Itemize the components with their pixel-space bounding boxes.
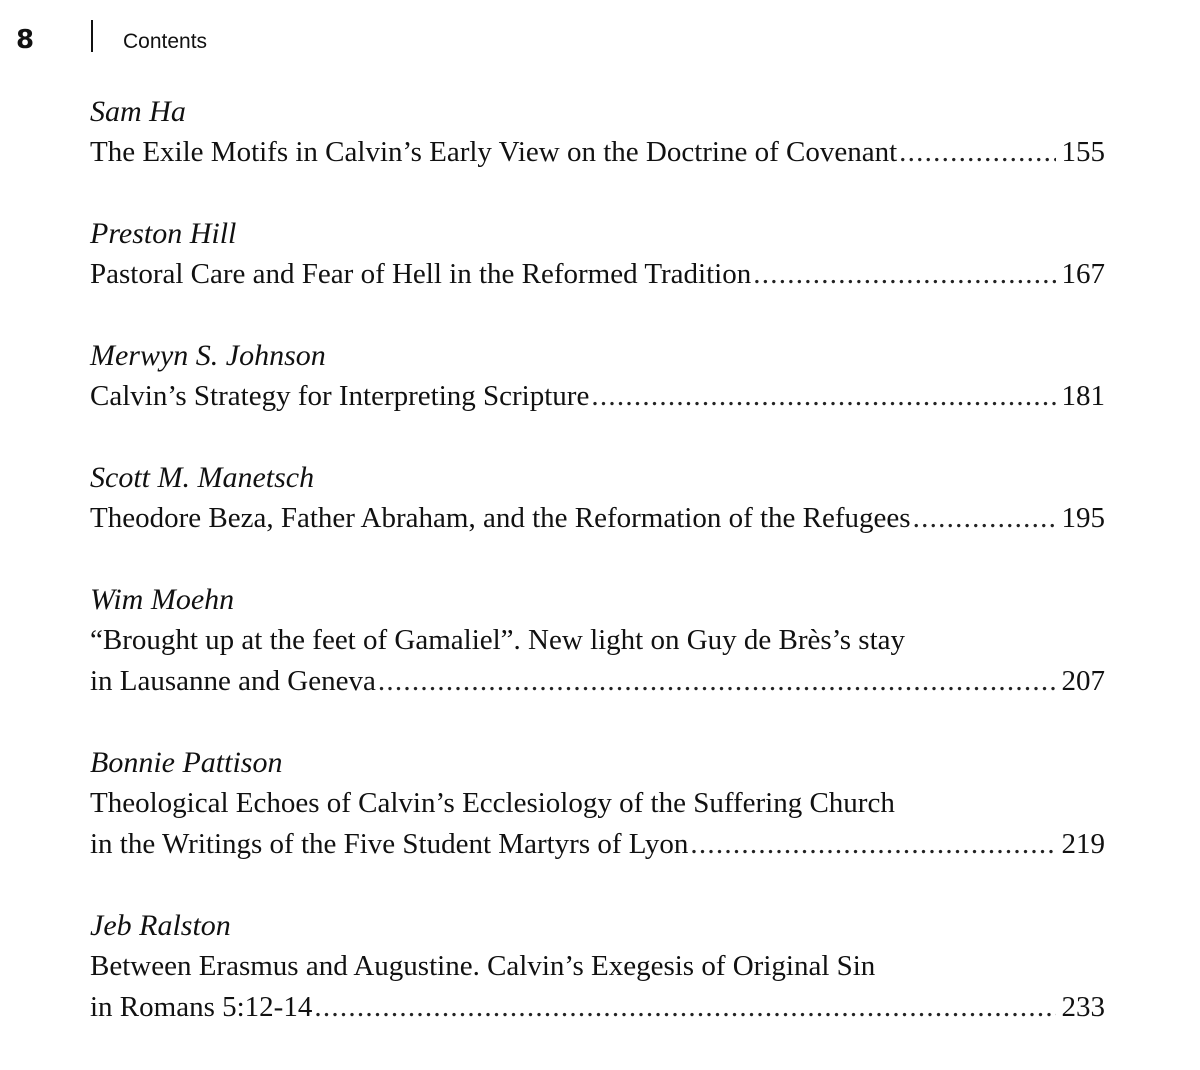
header-divider: [91, 20, 93, 52]
entry-author: Merwyn S. Johnson: [90, 339, 326, 372]
page-number: 8: [16, 25, 35, 55]
entry-title-line: [90, 255, 1105, 296]
dot-leader: [753, 255, 1055, 293]
table-of-contents: [90, 93, 1105, 1070]
dot-leader: [913, 499, 1056, 537]
running-head: Contents: [123, 30, 208, 53]
entry-title-line: [90, 377, 1105, 418]
entry-title: “Brought up at the feet of Gamaliel”. New light on Guy de Brès’s stay: [90, 624, 906, 656]
entry-author: Jeb Ralston: [90, 909, 231, 942]
entry-title: Calvin’s Strategy for Interpreting Scripture: [90, 380, 590, 412]
toc-entry: [90, 337, 1105, 459]
entry-title: Pastoral Care and Fear of Hell in the Reformed Tradition: [90, 258, 752, 290]
entry-title-continued: in the Writings of the Five Student Martyrs of Lyon: [90, 828, 689, 860]
entry-author: Sam Ha: [90, 95, 186, 128]
entry-title-line: [90, 499, 1105, 540]
entry-title-line: [90, 133, 1105, 174]
entry-page-number: 181: [1061, 380, 1105, 412]
toc-entry: [90, 459, 1105, 581]
entry-title-continued: in Romans 5:12-14: [90, 991, 313, 1023]
entry-page-number: 219: [1061, 828, 1105, 860]
dot-leader: [899, 133, 1055, 171]
dot-leader: [378, 662, 1056, 700]
entry-title-continued: in Lausanne and Geneva: [90, 665, 376, 697]
entry-title: Theological Echoes of Calvin’s Ecclesiology of the Suffering Church: [90, 787, 895, 819]
entry-author: Bonnie Pattison: [90, 746, 283, 779]
page-header: [0, 0, 1200, 80]
entry-page-number: 155: [1061, 136, 1105, 168]
dot-leader: [690, 825, 1055, 863]
toc-entry: [90, 93, 1105, 215]
entry-author: Preston Hill: [90, 217, 237, 250]
toc-entry: [90, 215, 1105, 337]
entry-title: Between Erasmus and Augustine. Calvin’s Exegesis of Original Sin: [90, 950, 876, 982]
entry-author: Scott M. Manetsch: [90, 461, 315, 494]
entry-title: The Exile Motifs in Calvin’s Early View on the Doctrine of Covenant: [90, 136, 898, 168]
dot-leader: [314, 988, 1055, 1026]
entry-page-number: 207: [1061, 665, 1105, 697]
entry-page-number: 195: [1061, 502, 1105, 534]
toc-entry: [90, 744, 1105, 907]
entry-page-number: 167: [1061, 258, 1105, 290]
dot-leader: [591, 377, 1055, 415]
entry-author: Wim Moehn: [90, 583, 235, 616]
entry-page-number: 233: [1061, 991, 1105, 1023]
entry-title-line: [90, 662, 1105, 703]
entry-title-line: [90, 825, 1105, 866]
toc-entry: [90, 581, 1105, 744]
toc-entry: [90, 907, 1105, 1070]
entry-title-line: [90, 988, 1105, 1029]
entry-title: Theodore Beza, Father Abraham, and the Reformation of the Refugees: [90, 502, 911, 534]
